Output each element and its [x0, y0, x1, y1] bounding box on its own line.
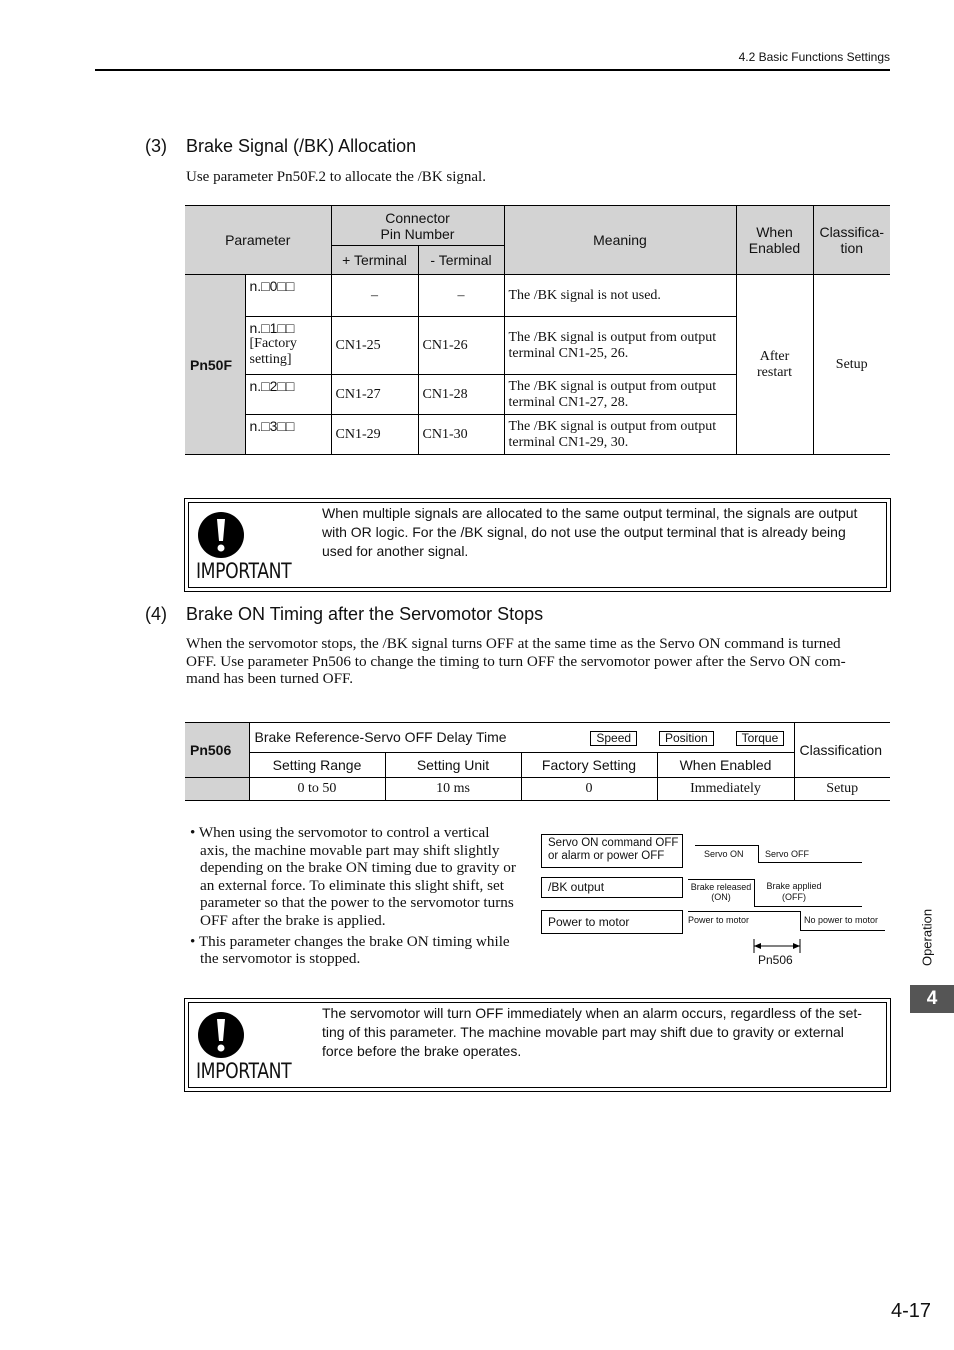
bullet1-line6: OFF after the brake is applied. — [200, 911, 386, 929]
row1-meaning-line1: The /BK signal is output from output — [508, 329, 717, 345]
label-brake-released-line2: (ON) — [711, 892, 731, 902]
important-note-1 — [184, 498, 891, 592]
header-class-line1: Classifica- — [819, 224, 885, 240]
row2-code — [245, 375, 331, 415]
row2-meaning-line1: The /BK signal is output from output — [508, 378, 717, 394]
important-2-line1: The servomotor will turn OFF immediately when an alarm occurs, regardless of the set- — [322, 1005, 862, 1021]
param-pn50f: Pn50F — [185, 275, 245, 455]
row1-minus: CN1-26 — [418, 317, 504, 375]
row0-code — [245, 275, 331, 317]
bullet1-line2: axis, the machine movable part may shift slightly — [200, 841, 500, 859]
when-enabled-line1: After — [759, 348, 790, 364]
header-parameter: Parameter — [185, 206, 331, 275]
classification-value: Setup — [813, 275, 890, 455]
section-4-title: Brake ON Timing after the Servomotor Stops — [186, 604, 544, 624]
row2-code-text: n.□2□□ — [249, 378, 295, 394]
running-header: 4.2 Basic Functions Settings — [738, 50, 890, 64]
row1-code-text: n.□1□□ — [249, 320, 295, 336]
when-enabled-value — [736, 275, 813, 455]
important-label: IMPORTANT — [196, 559, 292, 583]
row0-plus: – — [331, 275, 418, 317]
val-setting-unit: 10 ms — [385, 778, 521, 801]
bk-low-line — [754, 906, 862, 907]
row3-code — [245, 415, 331, 455]
section-4-para-line3: mand has been turned OFF. — [186, 670, 354, 687]
param-pn506: Pn506 — [185, 723, 249, 778]
row3-minus: CN1-30 — [418, 415, 504, 455]
val-factory-setting: 0 — [521, 778, 657, 801]
row3-plus: CN1-29 — [331, 415, 418, 455]
important-1-text — [322, 504, 857, 561]
label-brake-released — [688, 882, 754, 902]
header-plus-terminal: + Terminal — [331, 246, 418, 275]
important-label: IMPORTANT — [196, 1059, 292, 1083]
timing-box-power: Power to motor — [541, 910, 683, 934]
section-3-number: (3) — [145, 136, 167, 156]
important-1-line2: with OR logic. For the /BK signal, do not use the output terminal that is already being — [322, 524, 846, 540]
row1-plus: CN1-25 — [331, 317, 418, 375]
row1-meaning-line2: terminal CN1-25, 26. — [508, 345, 629, 361]
hdr-setting-range: Setting Range — [249, 753, 385, 778]
header-connector-line2: Pin Number — [380, 225, 455, 242]
timing-box1-line1: Servo ON command OFF — [548, 837, 679, 849]
header-when-line1: When — [756, 224, 793, 240]
bk-edge — [754, 879, 755, 906]
table-row — [185, 275, 890, 317]
important-2-text — [322, 1004, 862, 1061]
header-when-line2: Enabled — [748, 240, 801, 256]
bullet1-line1: When using the servomotor to control a vertical — [198, 824, 490, 841]
val-classification: Setup — [794, 778, 890, 801]
label-brake-applied-line2: (OFF) — [782, 892, 806, 902]
label-brake-applied — [760, 881, 828, 903]
section-3-intro: Use parameter Pn50F.2 to allocate the /BK signal. — [186, 169, 486, 185]
row1-meaning — [504, 317, 736, 375]
mode-speed: Speed — [590, 731, 637, 746]
label-brake-released-line1: Brake released — [690, 882, 752, 892]
bullet1-line3: depending on the brake ON timing due to gravity or — [200, 859, 516, 877]
servo-on-high-line — [695, 845, 758, 846]
row0-minus: – — [418, 275, 504, 317]
header-connector-line1: Connector — [385, 209, 450, 226]
row1-code — [245, 317, 331, 375]
section-4-heading — [145, 604, 543, 625]
label-power-to-motor: Power to motor — [688, 915, 750, 925]
row0-code-text: n.□0□□ — [249, 278, 295, 294]
section-4-para-line2: OFF. Use parameter Pn506 to change the timing to turn OFF the servomotor power after the Servo ON com- — [186, 652, 846, 670]
chapter-side-label: Operation — [919, 908, 935, 967]
pn506-name-cell — [249, 723, 794, 753]
header-classification — [813, 206, 890, 275]
header-when-enabled — [736, 206, 813, 275]
row3-meaning — [504, 415, 736, 455]
important-2-line3: force before the brake operates. — [322, 1043, 522, 1059]
mode-torque: Torque — [736, 731, 785, 746]
label-servo-on: Servo ON — [704, 849, 744, 859]
label-brake-applied-line1: Brake applied — [766, 881, 822, 891]
label-no-power: No power to motor — [804, 915, 879, 925]
bullet1-line4: an external force. To eliminate this slight shift, set — [200, 876, 505, 894]
section-4-para-line1: When the servomotor stops, the /BK signal turns OFF at the same time as the Servo ON command is turned — [186, 635, 841, 652]
timing-box1-line2: or alarm or power OFF — [548, 850, 665, 862]
row3-meaning-line1: The /BK signal is output from output — [508, 418, 717, 434]
section-3-title: Brake Signal (/BK) Allocation — [186, 136, 417, 156]
list-item: • This parameter changes the brake ON timing while the servomotor is stopped. — [190, 933, 535, 968]
when-enabled-line2: restart — [757, 364, 792, 380]
pn50f-allocation-table — [185, 205, 890, 455]
row0-meaning: The /BK signal is not used. — [504, 275, 736, 317]
hdr-factory-setting: Factory Setting — [521, 753, 657, 778]
row1-note1: [Factory — [249, 336, 297, 351]
row2-plus: CN1-27 — [331, 375, 418, 415]
classification-label: Classification — [794, 723, 890, 778]
param-shade — [185, 778, 249, 801]
timing-box-bk-output: /BK output — [541, 877, 683, 898]
label-pn506-delay: Pn506 — [758, 953, 793, 967]
bullet2-line1: This parameter changes the brake ON timing while — [198, 932, 510, 950]
hdr-when-enabled: When Enabled — [657, 753, 794, 778]
section-3-heading — [145, 136, 416, 157]
list-item: • When using the servomotor to control a vertical axis, the machine movable part may shift slightly depending on the brake ON timing due to gravity or an external force. To eliminate this slight shift, set parameter so that the power to the servomotor turns OFF after the brake is applied. — [190, 824, 535, 930]
timing-box-servo-on — [541, 834, 683, 868]
header-class-line2: tion — [840, 240, 864, 256]
power-low-line — [800, 930, 885, 931]
page-number: 4-17 — [890, 1300, 931, 1322]
bullet1-line5: parameter so that the power to the servomotor turns — [200, 894, 514, 912]
power-edge — [800, 911, 801, 931]
section-4-number: (4) — [145, 604, 167, 624]
chapter-tab: 4 — [910, 985, 954, 1013]
bullet-list — [190, 824, 535, 971]
servo-off-low-line — [758, 862, 862, 863]
hdr-setting-unit: Setting Unit — [385, 753, 521, 778]
header-connector — [331, 206, 504, 246]
power-high-line — [688, 911, 800, 912]
bk-high-line — [688, 879, 754, 880]
bullet2-line2: the servomotor is stopped. — [200, 950, 361, 968]
pn506-parameter-table — [185, 722, 890, 801]
section-4-paragraph — [186, 635, 890, 688]
header-minus-terminal: - Terminal — [418, 246, 504, 275]
val-setting-range: 0 to 50 — [249, 778, 385, 801]
row2-meaning — [504, 375, 736, 415]
pn506-name: Brake Reference-Servo OFF Delay Time — [254, 729, 507, 745]
mode-position: Position — [659, 731, 714, 746]
important-1-line3: used for another signal. — [322, 543, 469, 559]
val-when-enabled: Immediately — [657, 778, 794, 801]
delay-arrow-icon — [750, 938, 806, 954]
exclamation-icon — [197, 1011, 245, 1059]
row2-minus: CN1-28 — [418, 375, 504, 415]
row3-meaning-line2: terminal CN1-29, 30. — [508, 434, 629, 450]
important-note-2 — [184, 998, 891, 1092]
row1-note2: setting] — [249, 352, 292, 367]
servo-on-edge — [758, 845, 759, 863]
exclamation-icon — [197, 511, 245, 559]
important-1-line1: When multiple signals are allocated to the same output terminal, the signals are output — [322, 505, 858, 521]
row2-meaning-line2: terminal CN1-27, 28. — [508, 394, 629, 410]
important-2-line2: ting of this parameter. The machine movable part may shift due to gravity or external — [322, 1024, 844, 1040]
header-rule — [95, 69, 890, 71]
label-servo-off: Servo OFF — [765, 849, 810, 859]
header-meaning: Meaning — [504, 206, 736, 275]
row3-code-text: n.□3□□ — [249, 418, 295, 434]
